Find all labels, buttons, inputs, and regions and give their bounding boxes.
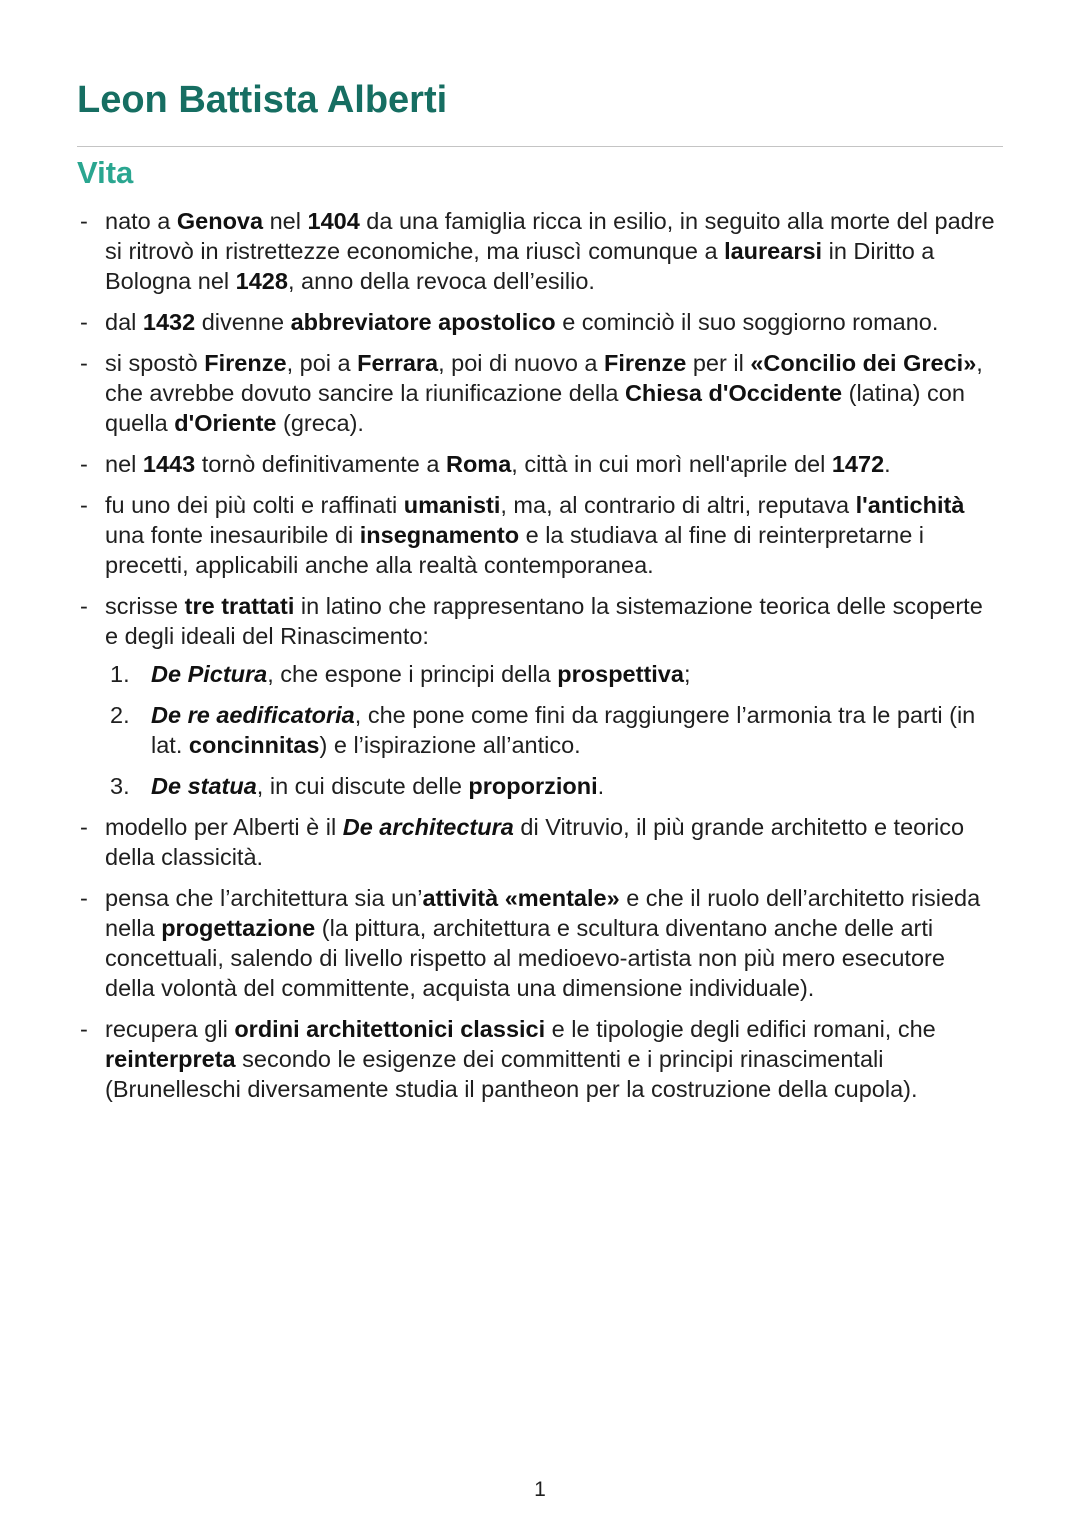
numbered-sublist xyxy=(105,659,1000,801)
page-title: Leon Battista Alberti xyxy=(77,79,448,121)
bullet-dash: - xyxy=(80,309,88,335)
bold-text: 1472 xyxy=(831,451,885,477)
bold-text: 1404 xyxy=(307,208,360,234)
text-run: dal xyxy=(105,309,143,335)
numbered-item-text xyxy=(151,661,690,687)
numbered-item-text xyxy=(151,702,975,758)
bold-text: 1428 xyxy=(235,268,288,294)
text-run: e che il ruolo dell’architetto risieda nella xyxy=(105,885,981,941)
numbered-item xyxy=(105,700,1000,760)
text-run: per il xyxy=(686,350,751,376)
bold-text: reinterpreta xyxy=(105,1046,236,1072)
bold-text: prospettiva xyxy=(557,661,684,687)
bold-text: d'Oriente xyxy=(174,410,277,436)
text-run: . xyxy=(884,451,891,477)
list-item-text xyxy=(105,451,891,477)
text-run: fu uno dei più colti e raffinati xyxy=(105,492,404,518)
bold-text: tre trattati xyxy=(184,593,295,619)
text-run: (latina) con quella xyxy=(105,380,965,436)
bold-text: umanisti xyxy=(403,492,501,518)
work-title-text: De statua xyxy=(151,773,257,799)
text-run: , poi di nuovo a xyxy=(438,350,605,376)
bold-text: Firenze xyxy=(204,350,287,376)
text-run: ; xyxy=(683,661,691,687)
text-run: , ma, al contrario di altri, reputava xyxy=(500,492,856,518)
text-run: divenne xyxy=(195,309,291,335)
list-item-text xyxy=(105,1016,936,1102)
list-item xyxy=(0,812,1080,872)
list-item xyxy=(0,449,1080,479)
list-item-text xyxy=(105,885,980,1001)
text-run: di Vitruvio, il più grande architetto e teorico della classicità. xyxy=(105,814,965,870)
bold-text: 1443 xyxy=(142,451,196,477)
list-item xyxy=(0,206,1080,296)
bold-text: progettazione xyxy=(161,915,316,941)
item-number: 1. xyxy=(110,661,130,687)
title-divider xyxy=(77,146,1003,147)
text-run: , che avrebbe dovuto sancire la riunificazione della xyxy=(105,350,983,406)
text-run: una fonte inesauribile di xyxy=(105,522,360,548)
text-run: si spostò xyxy=(105,350,205,376)
bold-text: Roma xyxy=(445,451,512,477)
bullet-dash: - xyxy=(80,814,88,840)
bold-text: attività «mentale» xyxy=(422,885,620,911)
list-item-text xyxy=(105,814,964,870)
text-run: nato a xyxy=(105,208,177,234)
bullet-dash: - xyxy=(80,885,88,911)
text-run: e le tipologie degli edifici romani, che xyxy=(545,1016,936,1042)
list-item xyxy=(0,883,1080,1003)
numbered-item-text xyxy=(151,773,604,799)
text-run: e la studiava al fine di reinterpretarne i precetti, applicabili anche alla realtà contemporanea. xyxy=(105,522,925,578)
text-run: . xyxy=(597,773,605,799)
bold-text: Firenze xyxy=(604,350,687,376)
bold-text: «Concilio dei Greci» xyxy=(750,350,977,376)
text-run: secondo le esigenze dei committenti e i principi rinascimentali (Brunelleschi diversamente studia il pantheon per la costruzione della cupola). xyxy=(105,1046,918,1102)
list-item-text xyxy=(105,350,983,436)
text-run: , poi a xyxy=(286,350,358,376)
list-item xyxy=(0,307,1080,337)
text-run: , anno della revoca dell’esilio. xyxy=(287,268,595,294)
bullet-dash: - xyxy=(80,350,88,376)
bold-text: concinnitas xyxy=(188,732,320,758)
bold-text: laurearsi xyxy=(724,238,823,264)
work-title-text: De re aedificatoria xyxy=(151,702,355,728)
page-number: 1 xyxy=(534,1478,546,1501)
list-item xyxy=(0,348,1080,438)
text-run: in latino che rappresentano la sistemazione teorica delle scoperte e degli ideali del Rinascimento: xyxy=(105,593,983,649)
text-run: nel xyxy=(263,208,308,234)
bold-text: 1432 xyxy=(142,309,196,335)
text-run: e cominciò il suo soggiorno romano. xyxy=(555,309,939,335)
text-run: modello per Alberti è il xyxy=(105,814,343,840)
bold-text: Ferrara xyxy=(357,350,439,376)
text-run: , che espone i principi della xyxy=(267,661,558,687)
list-item xyxy=(0,591,1080,801)
bullet-dash: - xyxy=(80,208,88,234)
text-run: ) e l’ispirazione all’antico. xyxy=(319,732,581,758)
text-run: in Diritto a Bologna nel xyxy=(105,238,935,294)
text-run: scrisse xyxy=(105,593,185,619)
list-item xyxy=(0,1014,1080,1104)
text-run: da una famiglia ricca in esilio, in seguito alla morte del padre si ritrovò in ristrettezze economiche, ma riuscì comunque a xyxy=(105,208,995,264)
bullet-dash: - xyxy=(80,492,88,518)
text-run: (greca). xyxy=(276,410,364,436)
bullet-dash: - xyxy=(80,451,88,477)
bullet-dash: - xyxy=(80,593,88,619)
bold-text: Chiesa d'Occidente xyxy=(624,380,843,406)
list-item-text xyxy=(105,593,983,649)
bold-text: proporzioni xyxy=(468,773,598,799)
text-run: recupera gli xyxy=(105,1016,235,1042)
numbered-item xyxy=(105,659,1000,689)
bold-text: insegnamento xyxy=(359,522,520,548)
work-title-text: De Pictura xyxy=(151,661,268,687)
text-run: (la pittura, architettura e scultura diventano anche delle arti concettuali, salendo di livello rispetto al medioevo-artista non più mero esecutore della volontà del committente, acquista una dimensione individuale). xyxy=(105,915,945,1001)
bullet-list xyxy=(0,206,1080,1115)
list-item xyxy=(0,490,1080,580)
text-run: , in cui discute delle xyxy=(256,773,469,799)
bold-text: Genova xyxy=(176,208,264,234)
list-item-text xyxy=(105,492,964,578)
bold-text: abbreviatore apostolico xyxy=(290,309,556,335)
bold-text: l'antichità xyxy=(855,492,965,518)
section-heading: Vita xyxy=(77,155,134,190)
text-run: , città in cui morì nell'aprile del xyxy=(511,451,832,477)
bullet-dash: - xyxy=(80,1016,88,1042)
text-run: pensa che l’architettura sia un’ xyxy=(105,885,423,911)
list-item-text xyxy=(105,208,995,294)
list-item-text xyxy=(105,309,938,335)
work-title-text: De architectura xyxy=(342,814,514,840)
item-number: 3. xyxy=(110,773,130,799)
text-run: nel xyxy=(105,451,143,477)
numbered-item xyxy=(105,771,1000,801)
bold-text: ordini architettonici classici xyxy=(234,1016,546,1042)
item-number: 2. xyxy=(110,702,130,728)
text-run: , che pone come fini da raggiungere l’armonia tra le parti (in lat. xyxy=(151,702,976,758)
text-run: tornò definitivamente a xyxy=(195,451,446,477)
